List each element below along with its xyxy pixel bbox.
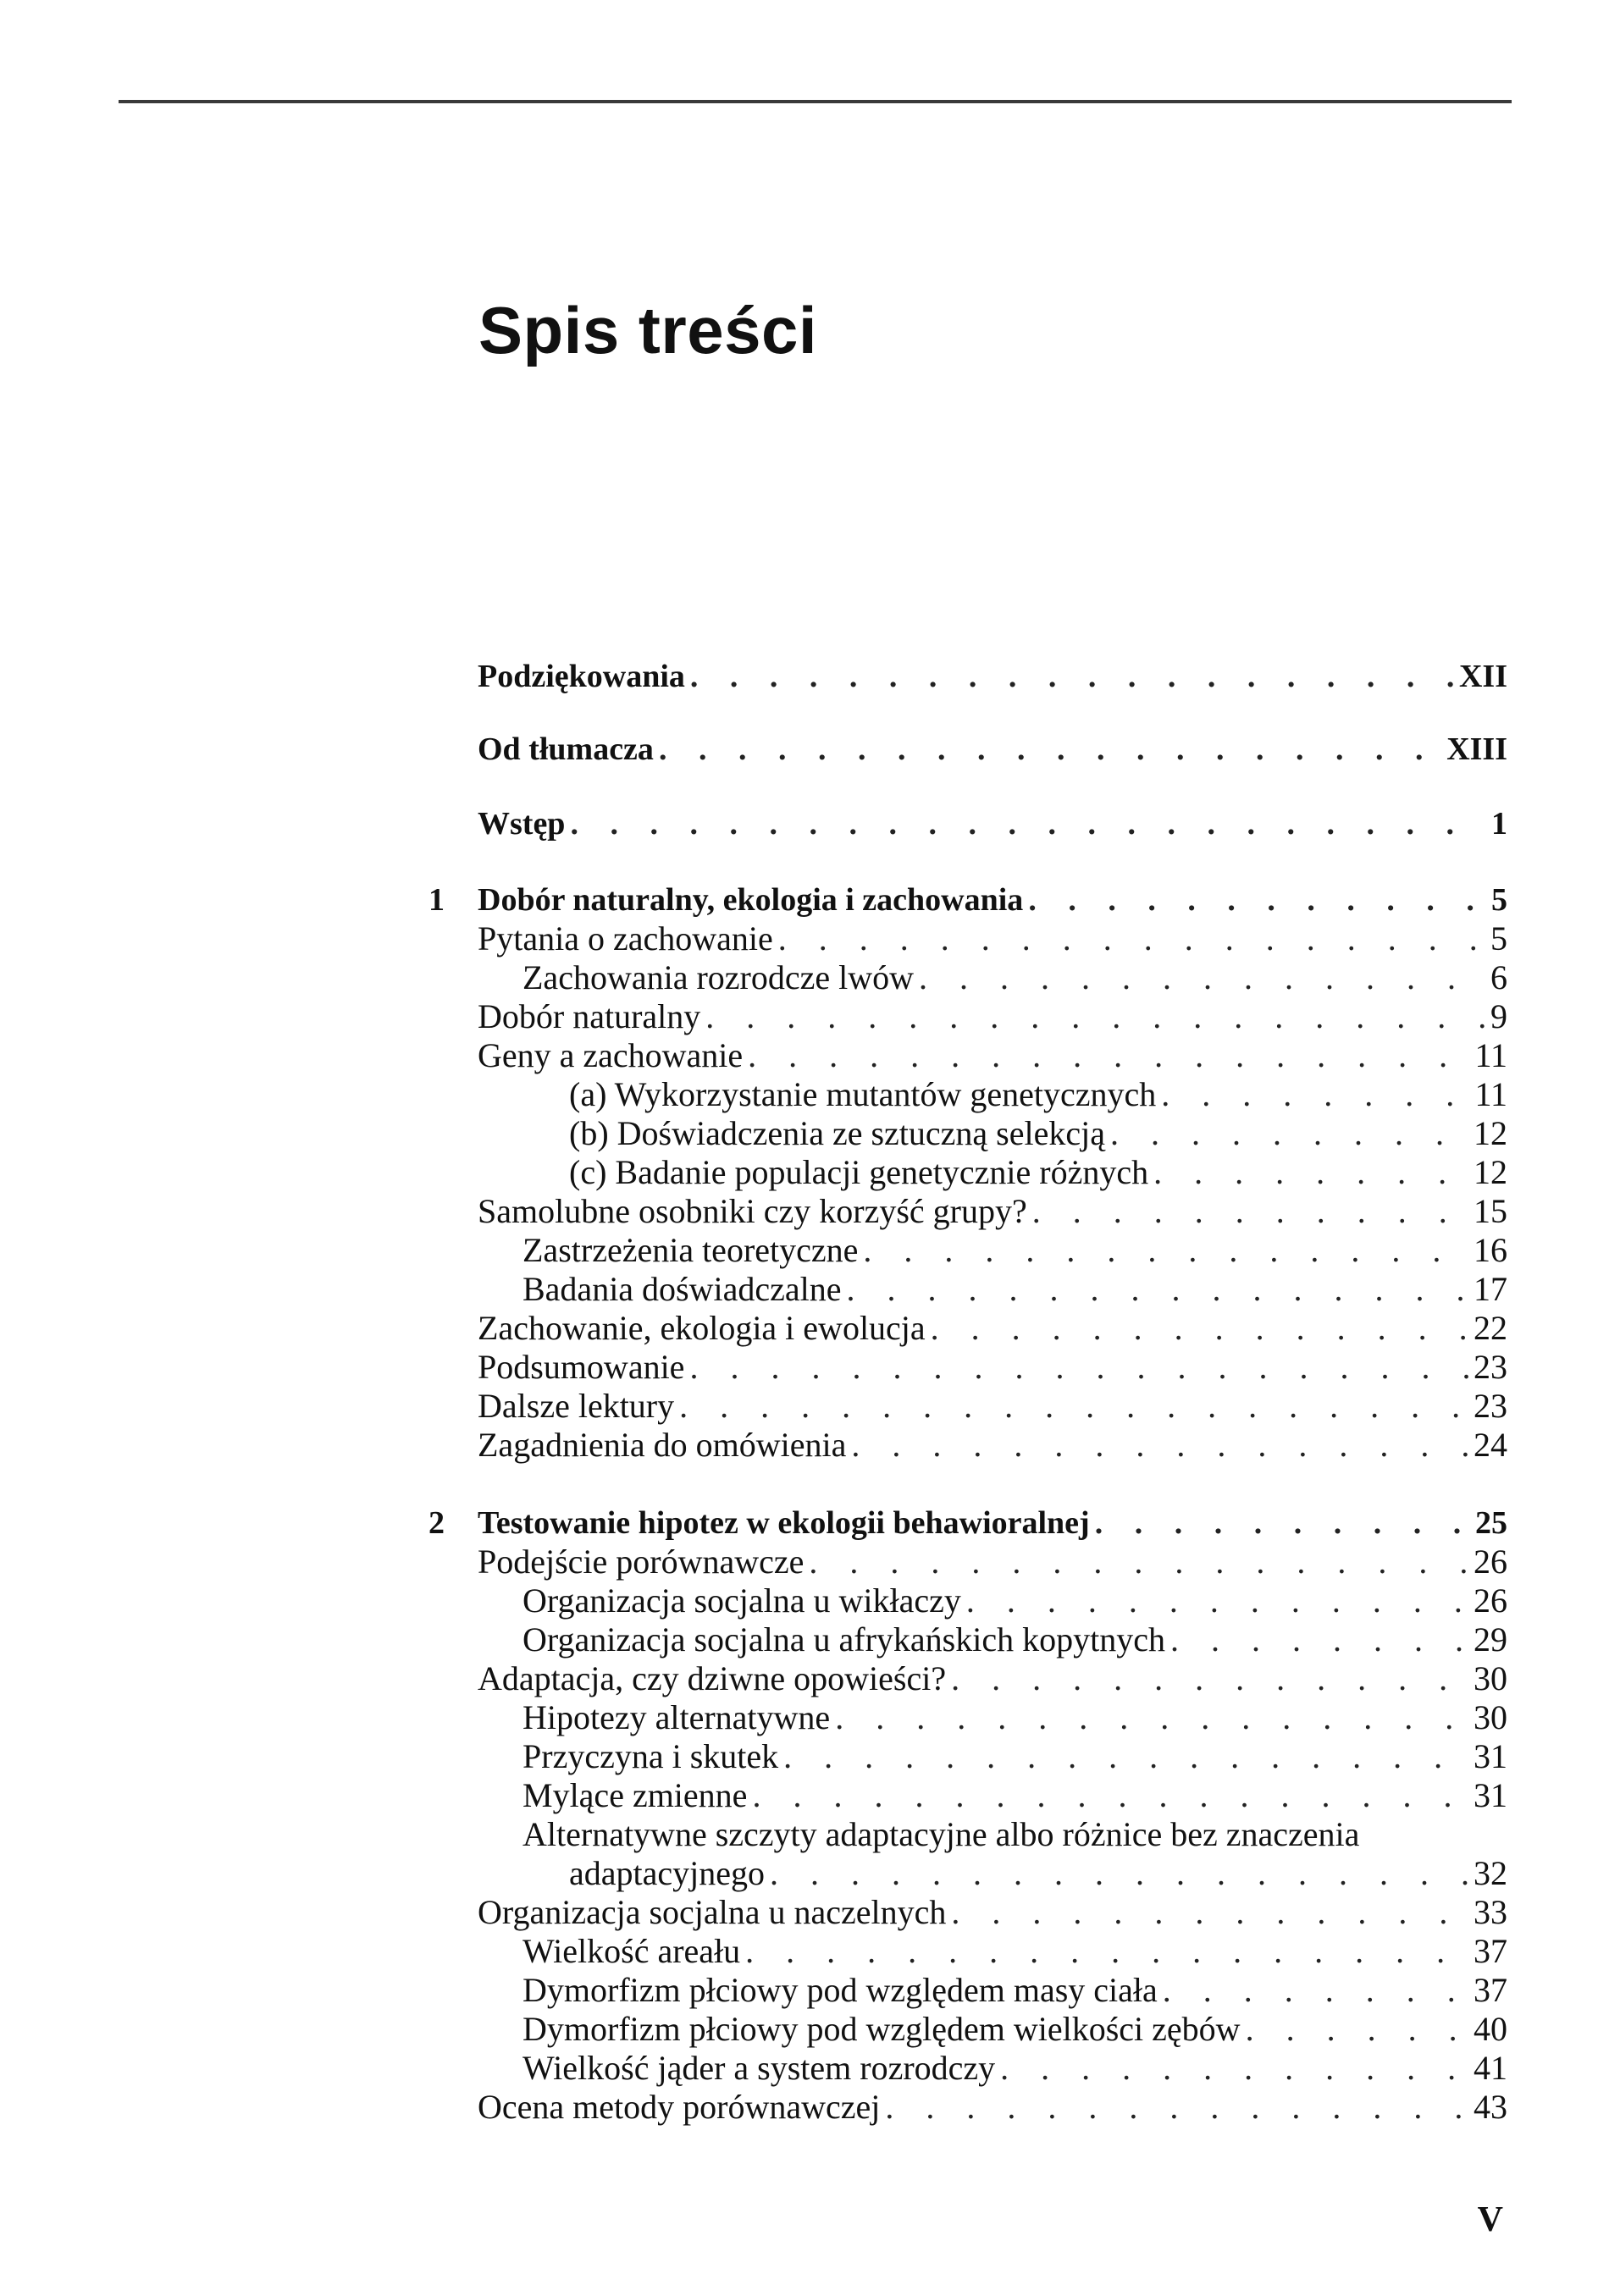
leader-dots (847, 1270, 1468, 1309)
toc-entry-page: 23 (1474, 1348, 1507, 1386)
toc-entry-label: Podsumowanie (478, 1348, 685, 1386)
toc-entry-label: Badania doświadczalne (523, 1270, 842, 1308)
leader-dots (919, 958, 1485, 997)
toc-entry[interactable] (478, 919, 1507, 958)
leader-dots (1163, 1971, 1468, 2010)
toc-entry-label: (b) Doświadczenia ze sztuczną selekcją (569, 1114, 1105, 1152)
toc-entry-page: 9 (1490, 997, 1507, 1035)
leader-dots (951, 1659, 1468, 1698)
toc-entry-page: 11 (1474, 1036, 1507, 1074)
toc-entry[interactable] (523, 1776, 1507, 1815)
leader-dots (689, 1348, 1468, 1387)
toc-entry-label: Pytania o zachowanie (478, 919, 773, 958)
leader-dots (809, 1543, 1468, 1581)
leader-dots (851, 1426, 1468, 1465)
page-title: Spis treści (478, 293, 818, 367)
toc-entry-page: 40 (1474, 2010, 1507, 2048)
leader-dots (885, 2088, 1468, 2127)
toc-entry-page: 15 (1474, 1192, 1507, 1230)
leader-dots (1110, 1114, 1468, 1153)
leader-dots (1161, 1075, 1469, 1114)
toc-entry-acknowledgements[interactable] (478, 657, 1507, 696)
toc-entry-label: Organizacja socjalna u wikłaczy (523, 1581, 961, 1620)
toc-entry-page: 31 (1474, 1776, 1507, 1814)
leader-dots (1000, 2049, 1468, 2088)
toc-entry-page: 5 (1490, 919, 1507, 958)
toc-chapter-2[interactable] (478, 1504, 1507, 1543)
leader-dots (748, 1036, 1469, 1075)
leader-dots (1032, 1192, 1468, 1231)
leader-dots (1170, 1620, 1468, 1659)
toc-entry-page: 12 (1474, 1153, 1507, 1191)
toc-entry[interactable] (478, 997, 1507, 1036)
toc-entry-page: 29 (1474, 1620, 1507, 1659)
toc-entry[interactable] (569, 1114, 1507, 1153)
toc-entry-label: Wielkość jąder a system rozrodczy (523, 2049, 996, 2087)
leader-dots (1153, 1153, 1468, 1192)
leader-dots (1095, 1504, 1470, 1543)
leader-dots (783, 1737, 1468, 1776)
toc-entry-page: 32 (1474, 1854, 1507, 1892)
toc-entry-label: Samolubne osobniki czy korzyść grupy? (478, 1192, 1027, 1230)
toc-entry[interactable] (478, 1309, 1507, 1348)
toc-entry[interactable] (478, 1893, 1507, 1932)
toc-entry[interactable] (523, 1581, 1507, 1620)
toc-entry-label: Mylące zmienne (523, 1776, 748, 1814)
toc-entry-label: Dymorfizm płciowy pod względem masy ciała (523, 1971, 1158, 2009)
page-number: V (1477, 2200, 1503, 2239)
leader-dots (770, 1854, 1468, 1893)
toc-entry-page: XIII (1446, 731, 1507, 767)
toc-entry-label: Geny a zachowanie (478, 1036, 744, 1074)
toc-entry-page: 6 (1490, 958, 1507, 996)
toc-entry-page: 26 (1474, 1543, 1507, 1581)
leader-dots (705, 997, 1485, 1036)
toc-entry[interactable] (478, 1543, 1507, 1581)
toc-entry-label: Ocena metody porównawczej (478, 2088, 881, 2126)
toc-entry-page: 33 (1474, 1893, 1507, 1931)
toc-entry-page: 30 (1474, 1659, 1507, 1697)
toc-entry-page: 26 (1474, 1581, 1507, 1620)
toc-entry-page: 12 (1474, 1114, 1507, 1152)
toc-entry[interactable] (478, 1348, 1507, 1387)
leader-dots (659, 730, 1441, 769)
leader-dots (690, 657, 1454, 696)
toc-entry-page: 22 (1474, 1309, 1507, 1347)
toc-entry-label: Organizacja socjalna u afrykańskich kopytnych (523, 1620, 1165, 1659)
toc-entry-multiline-first[interactable]: Alternatywne szczyty adaptacyjne albo różnice bez znaczenia (523, 1815, 1360, 1853)
toc-entry[interactable] (478, 1387, 1507, 1426)
toc-entry-page: 11 (1474, 1075, 1507, 1113)
toc-entry[interactable] (478, 1036, 1507, 1075)
toc-entry-label: (c) Badanie populacji genetycznie różnych (569, 1153, 1149, 1191)
toc-entry-page: 1 (1491, 806, 1507, 842)
toc-entry[interactable] (478, 1659, 1507, 1698)
toc-entry[interactable] (478, 1426, 1507, 1465)
toc-entry-page: 23 (1474, 1387, 1507, 1425)
leader-dots (863, 1231, 1468, 1270)
toc-entry-page: 16 (1474, 1231, 1507, 1269)
toc-entry[interactable] (523, 2049, 1507, 2088)
toc-entry-label: Zachowania rozrodcze lwów (523, 958, 914, 996)
toc-entry[interactable] (569, 1153, 1507, 1192)
toc-entry[interactable] (523, 1620, 1507, 1659)
toc-entry-page: 41 (1474, 2049, 1507, 2087)
toc-entry-label: Podejście porównawcze (478, 1543, 805, 1581)
leader-dots (835, 1698, 1468, 1737)
toc-entry-page: 31 (1474, 1737, 1507, 1775)
toc-entry-page: 37 (1474, 1932, 1507, 1970)
toc-entry[interactable] (569, 1075, 1507, 1114)
leader-dots (931, 1309, 1468, 1348)
leader-dots (570, 804, 1486, 843)
toc-entry-label: Zagadnienia do omówienia (478, 1426, 847, 1464)
leader-dots (951, 1893, 1468, 1932)
toc-entry[interactable] (569, 1854, 1507, 1893)
toc-entry-label: Przyczyna i skutek (523, 1737, 779, 1775)
toc-entry-label: Dobór naturalny (478, 997, 701, 1035)
leader-dots (1246, 2010, 1468, 2049)
toc-entry-label: (a) Wykorzystanie mutantów genetycznych (569, 1075, 1157, 1113)
toc-entry-label: Dymorfizm płciowy pod względem wielkości zębów (523, 2010, 1241, 2048)
toc-entry[interactable] (478, 1192, 1507, 1231)
toc-entry-page: 5 (1491, 882, 1507, 918)
toc-entry-page: 30 (1474, 1698, 1507, 1736)
toc-entry-label: Dobór naturalny, ekologia i zachowania (478, 882, 1024, 918)
chapter-number: 1 (429, 882, 445, 918)
toc-entry-label: Dalsze lektury (478, 1387, 675, 1425)
toc-entry-translator-note[interactable] (478, 730, 1507, 769)
toc-entry[interactable] (523, 1932, 1507, 1971)
toc-entry-page: 25 (1475, 1505, 1507, 1541)
toc-entry-page: 17 (1474, 1270, 1507, 1308)
toc-entry-label: Hipotezy alternatywne (523, 1698, 831, 1736)
toc-entry-label: Zachowanie, ekologia i ewolucja (478, 1309, 926, 1347)
toc-entry[interactable] (523, 2010, 1507, 2049)
toc-entry-page: XII (1458, 659, 1507, 694)
leader-dots (966, 1581, 1468, 1620)
toc-chapter-1[interactable] (478, 880, 1507, 919)
top-rule (119, 100, 1512, 103)
toc-entry-label: Wielkość areału (523, 1932, 741, 1970)
chapter-number: 2 (429, 1505, 445, 1541)
toc-entry-page: 24 (1474, 1426, 1507, 1464)
toc-entry-label: Testowanie hipotez w ekologii behawioralnej (478, 1505, 1090, 1541)
toc-entry-label: Adaptacja, czy dziwne opowieści? (478, 1659, 947, 1697)
toc-entry-label: Wstęp (478, 806, 566, 842)
toc-entry-page: 37 (1474, 1971, 1507, 2009)
toc-entry[interactable] (523, 1231, 1507, 1270)
leader-dots (778, 919, 1485, 958)
toc-entry-label: Podziękowania (478, 659, 685, 694)
toc-entry[interactable] (523, 1971, 1507, 2010)
toc-entry[interactable] (523, 1737, 1507, 1776)
toc-entry[interactable] (523, 1698, 1507, 1737)
toc-entry-label: Organizacja socjalna u naczelnych (478, 1893, 947, 1931)
toc-entry-label: adaptacyjnego (569, 1854, 765, 1892)
leader-dots (1028, 880, 1486, 919)
leader-dots (679, 1387, 1468, 1426)
toc-entry[interactable] (478, 2088, 1507, 2127)
leader-dots (752, 1776, 1468, 1815)
toc-entry[interactable] (523, 1270, 1507, 1309)
toc-entry-label: Od tłumacza (478, 731, 654, 767)
toc-entry[interactable] (523, 958, 1507, 997)
leader-dots (745, 1932, 1468, 1971)
toc-entry-label: Zastrzeżenia teoretyczne (523, 1231, 859, 1269)
toc-entry-page: 43 (1474, 2088, 1507, 2126)
toc-entry-introduction[interactable] (478, 804, 1507, 843)
